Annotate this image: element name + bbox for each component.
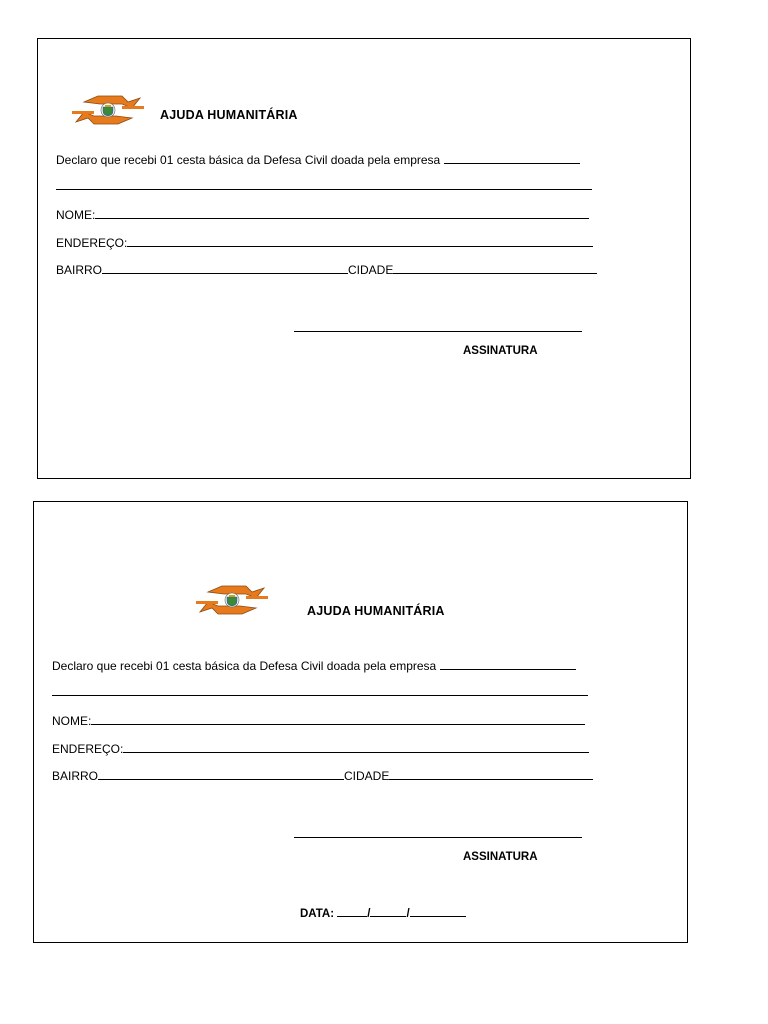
date-separator: / (367, 908, 371, 920)
signature-line[interactable] (294, 837, 582, 838)
company-continuation-line (56, 179, 592, 193)
address-blank[interactable] (123, 742, 589, 753)
name-label: NOME: (56, 208, 96, 222)
signature-label: ASSINATURA (463, 851, 538, 863)
card-title: AJUDA HUMANITÁRIA (307, 604, 445, 618)
city-blank[interactable] (393, 263, 597, 274)
name-label: NOME: (52, 714, 92, 728)
district-label: BAIRRO (52, 769, 99, 783)
company-continuation-line (52, 685, 588, 699)
company-blank-continued[interactable] (56, 179, 592, 190)
name-blank[interactable] (91, 714, 585, 725)
address-blank[interactable] (127, 236, 593, 247)
signature-line[interactable] (294, 331, 582, 332)
district-city-line (52, 769, 593, 783)
city-label: CIDADE (348, 263, 394, 277)
date-separator: / (406, 908, 410, 920)
name-blank[interactable] (95, 208, 589, 219)
receipt-card-1 (37, 38, 691, 479)
declaration-text: Declaro que recebi 01 cesta básica da Defesa Civil doada pela empresa (56, 153, 441, 167)
company-blank-continued[interactable] (52, 685, 588, 696)
declaration-text: Declaro que recebi 01 cesta básica da Defesa Civil doada pela empresa (52, 659, 437, 673)
date-label: DATA: (300, 908, 335, 920)
defesa-civil-logo-icon (194, 584, 270, 616)
district-city-line (56, 263, 597, 277)
card-title: AJUDA HUMANITÁRIA (160, 108, 298, 122)
defesa-civil-logo-icon (70, 94, 146, 126)
name-line (56, 208, 589, 222)
date-month-blank[interactable] (370, 906, 406, 917)
city-blank[interactable] (389, 769, 593, 780)
receipt-card-2 (33, 501, 688, 943)
city-label: CIDADE (344, 769, 390, 783)
name-line (52, 714, 585, 728)
company-blank[interactable] (440, 659, 576, 670)
district-blank[interactable] (102, 263, 348, 274)
date-line (300, 906, 466, 920)
company-blank[interactable] (444, 153, 580, 164)
date-year-blank[interactable] (410, 906, 466, 917)
address-line (52, 742, 589, 756)
district-label: BAIRRO (56, 263, 103, 277)
declaration-line (52, 659, 576, 673)
date-day-blank[interactable] (337, 906, 367, 917)
district-blank[interactable] (98, 769, 344, 780)
address-label: ENDEREÇO: (56, 236, 128, 250)
address-label: ENDEREÇO: (52, 742, 124, 756)
declaration-line (56, 153, 580, 167)
address-line (56, 236, 593, 250)
signature-label: ASSINATURA (463, 345, 538, 357)
